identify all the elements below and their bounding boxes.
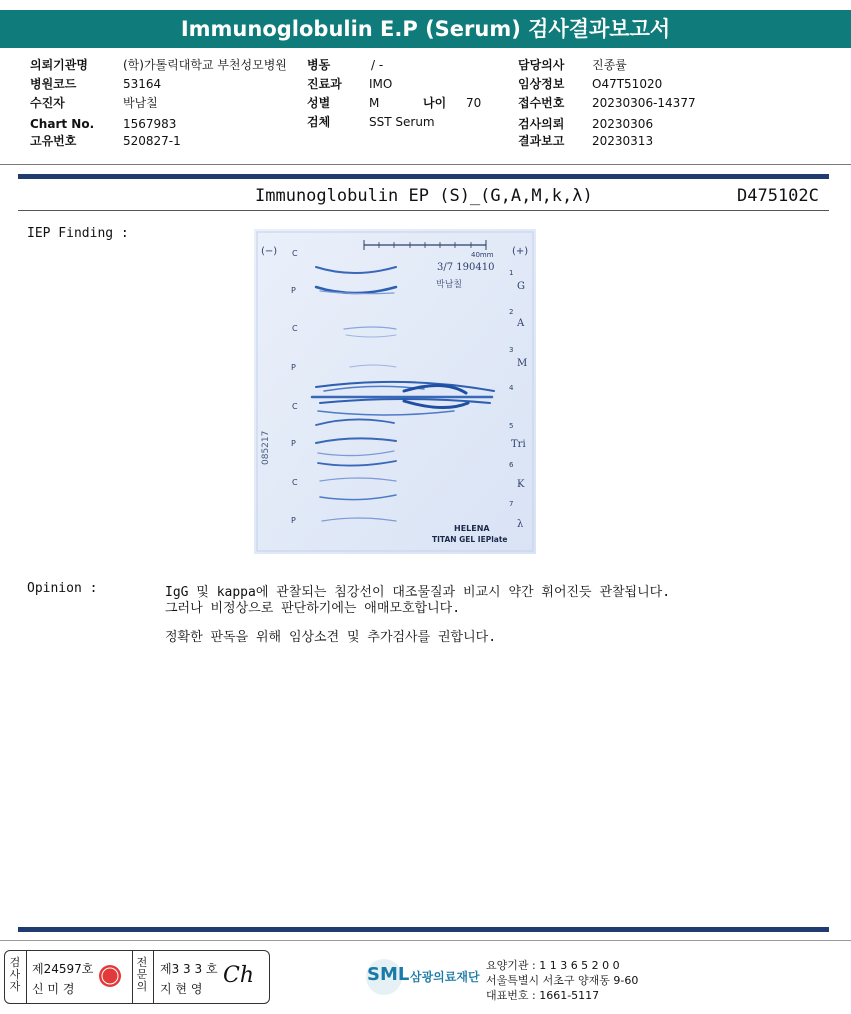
lane-number: 2 [509, 308, 514, 316]
org-phone: 대표번호 : 1661-5117 [486, 989, 600, 1002]
opinion-label: Opinion : [27, 581, 98, 596]
reception-label: 접수번호 [518, 96, 565, 110]
test-code: D475102C [737, 186, 819, 206]
antiserum-label: A [517, 318, 525, 329]
report-title: Immunoglobulin E.P (Serum) 검사결과보고서 [0, 10, 851, 48]
sex-value: M [369, 96, 380, 110]
iep-label: IEP Finding : [27, 226, 129, 241]
clinical-value: O47T51020 [592, 77, 663, 91]
hospital-code-value: 53164 [123, 77, 162, 91]
hospital-label: 의뢰기관명 [30, 58, 88, 72]
unique-label: 고유번호 [30, 134, 77, 148]
antiserum-label: M [517, 358, 528, 369]
sex-label: 성별 [307, 96, 331, 110]
plus-pole: (+) [512, 246, 529, 257]
lane-letter: C [292, 249, 298, 258]
request-value: 20230306 [592, 117, 654, 131]
lane-letter: C [292, 324, 298, 333]
lane-number: 1 [509, 269, 514, 277]
lane-number: 5 [509, 422, 514, 430]
lane-letter: P [291, 363, 296, 372]
gel-date-text: 3/7 190410 [437, 262, 495, 273]
bottom-rule [18, 927, 829, 932]
antiserum-label: G [517, 281, 525, 292]
chart-label: Chart No. [30, 117, 95, 131]
reader-role-label: 전 문 의 [136, 956, 148, 993]
hospital-code-label: 병원코드 [30, 77, 77, 91]
lane-letter: P [291, 516, 296, 525]
lane-number: 4 [509, 384, 514, 392]
side-number: 085217 [261, 430, 271, 465]
lane-letter: C [292, 402, 298, 411]
ward-value: / - [371, 58, 384, 72]
unique-value: 520827-1 [123, 134, 181, 148]
patient-value: 박남칠 [123, 96, 158, 110]
brand-helena: HELENA [454, 524, 490, 533]
tester-seal-icon [97, 963, 123, 989]
ward-label: 병동 [307, 58, 331, 72]
report-value: 20230313 [592, 134, 654, 148]
antiserum-label: λ [517, 519, 524, 530]
doctor-value: 진종률 [592, 58, 627, 72]
footer-divider [0, 940, 851, 941]
reader-license: 제3 3 3 호 [160, 962, 218, 976]
org-address: 서울특별시 서초구 양재동 9-60 [486, 974, 639, 987]
iep-gel-image [254, 229, 536, 554]
header-divider [0, 164, 851, 165]
brand-titan: TITAN GEL IEPlate [432, 535, 508, 544]
tester-license: 제24597호 [32, 962, 94, 976]
org-name: 삼광의료재단 [410, 970, 480, 984]
chart-value: 1567983 [123, 117, 177, 131]
dept-value: IMO [369, 77, 393, 91]
tester-name: 신 미 경 [32, 982, 75, 996]
age-label: 나이 [423, 96, 447, 110]
reader-signature: Ch [223, 963, 255, 988]
minus-pole: (−) [261, 246, 278, 257]
opinion-line-3: 정확한 판독을 위해 임상소견 및 추가검사를 권합니다. [165, 630, 497, 645]
org-logo-text: SML [367, 964, 410, 985]
clinical-label: 임상정보 [518, 77, 565, 91]
tester-role-label: 검 사 자 [9, 956, 21, 993]
lane-number: 6 [509, 461, 514, 469]
lane-letter: P [291, 286, 296, 295]
specimen-value: SST Serum [369, 115, 435, 129]
reception-value: 20230306-14377 [592, 96, 696, 110]
reader-name: 지 현 영 [160, 982, 203, 996]
top-rule [18, 174, 829, 179]
test-name: Immunoglobulin EP (S)_(G,A,M,k,λ) [255, 186, 593, 206]
dept-label: 진료과 [307, 77, 342, 91]
scale-text: 40mm [471, 251, 494, 259]
gel-name-text: 박남칠 [436, 280, 463, 290]
lane-letter: P [291, 439, 296, 448]
test-underline [18, 210, 829, 211]
opinion-line-1: IgG 및 kappa에 관찰되는 침강선이 대조물질과 비교시 약간 휘어진듯 관찰됩니다. [165, 585, 671, 600]
report-label: 결과보고 [518, 134, 565, 148]
antiserum-label: Tri [511, 439, 526, 450]
signature-box [4, 950, 270, 1004]
lane-number: 7 [509, 500, 514, 508]
patient-label: 수진자 [30, 96, 65, 110]
org-code: 요양기관 : 1 1 3 6 5 2 0 0 [486, 959, 620, 972]
lane-number: 3 [509, 346, 514, 354]
antiserum-label: K [517, 479, 525, 490]
doctor-label: 담당의사 [518, 58, 565, 72]
opinion-line-2: 그러나 비정상으로 판단하기에는 애매모호합니다. [165, 601, 461, 616]
specimen-label: 검체 [307, 115, 331, 129]
request-label: 검사의뢰 [518, 117, 565, 131]
age-value: 70 [466, 96, 482, 110]
lane-letter: C [292, 478, 298, 487]
hospital-value: (학)가톨릭대학교 부천성모병원 [123, 58, 287, 72]
